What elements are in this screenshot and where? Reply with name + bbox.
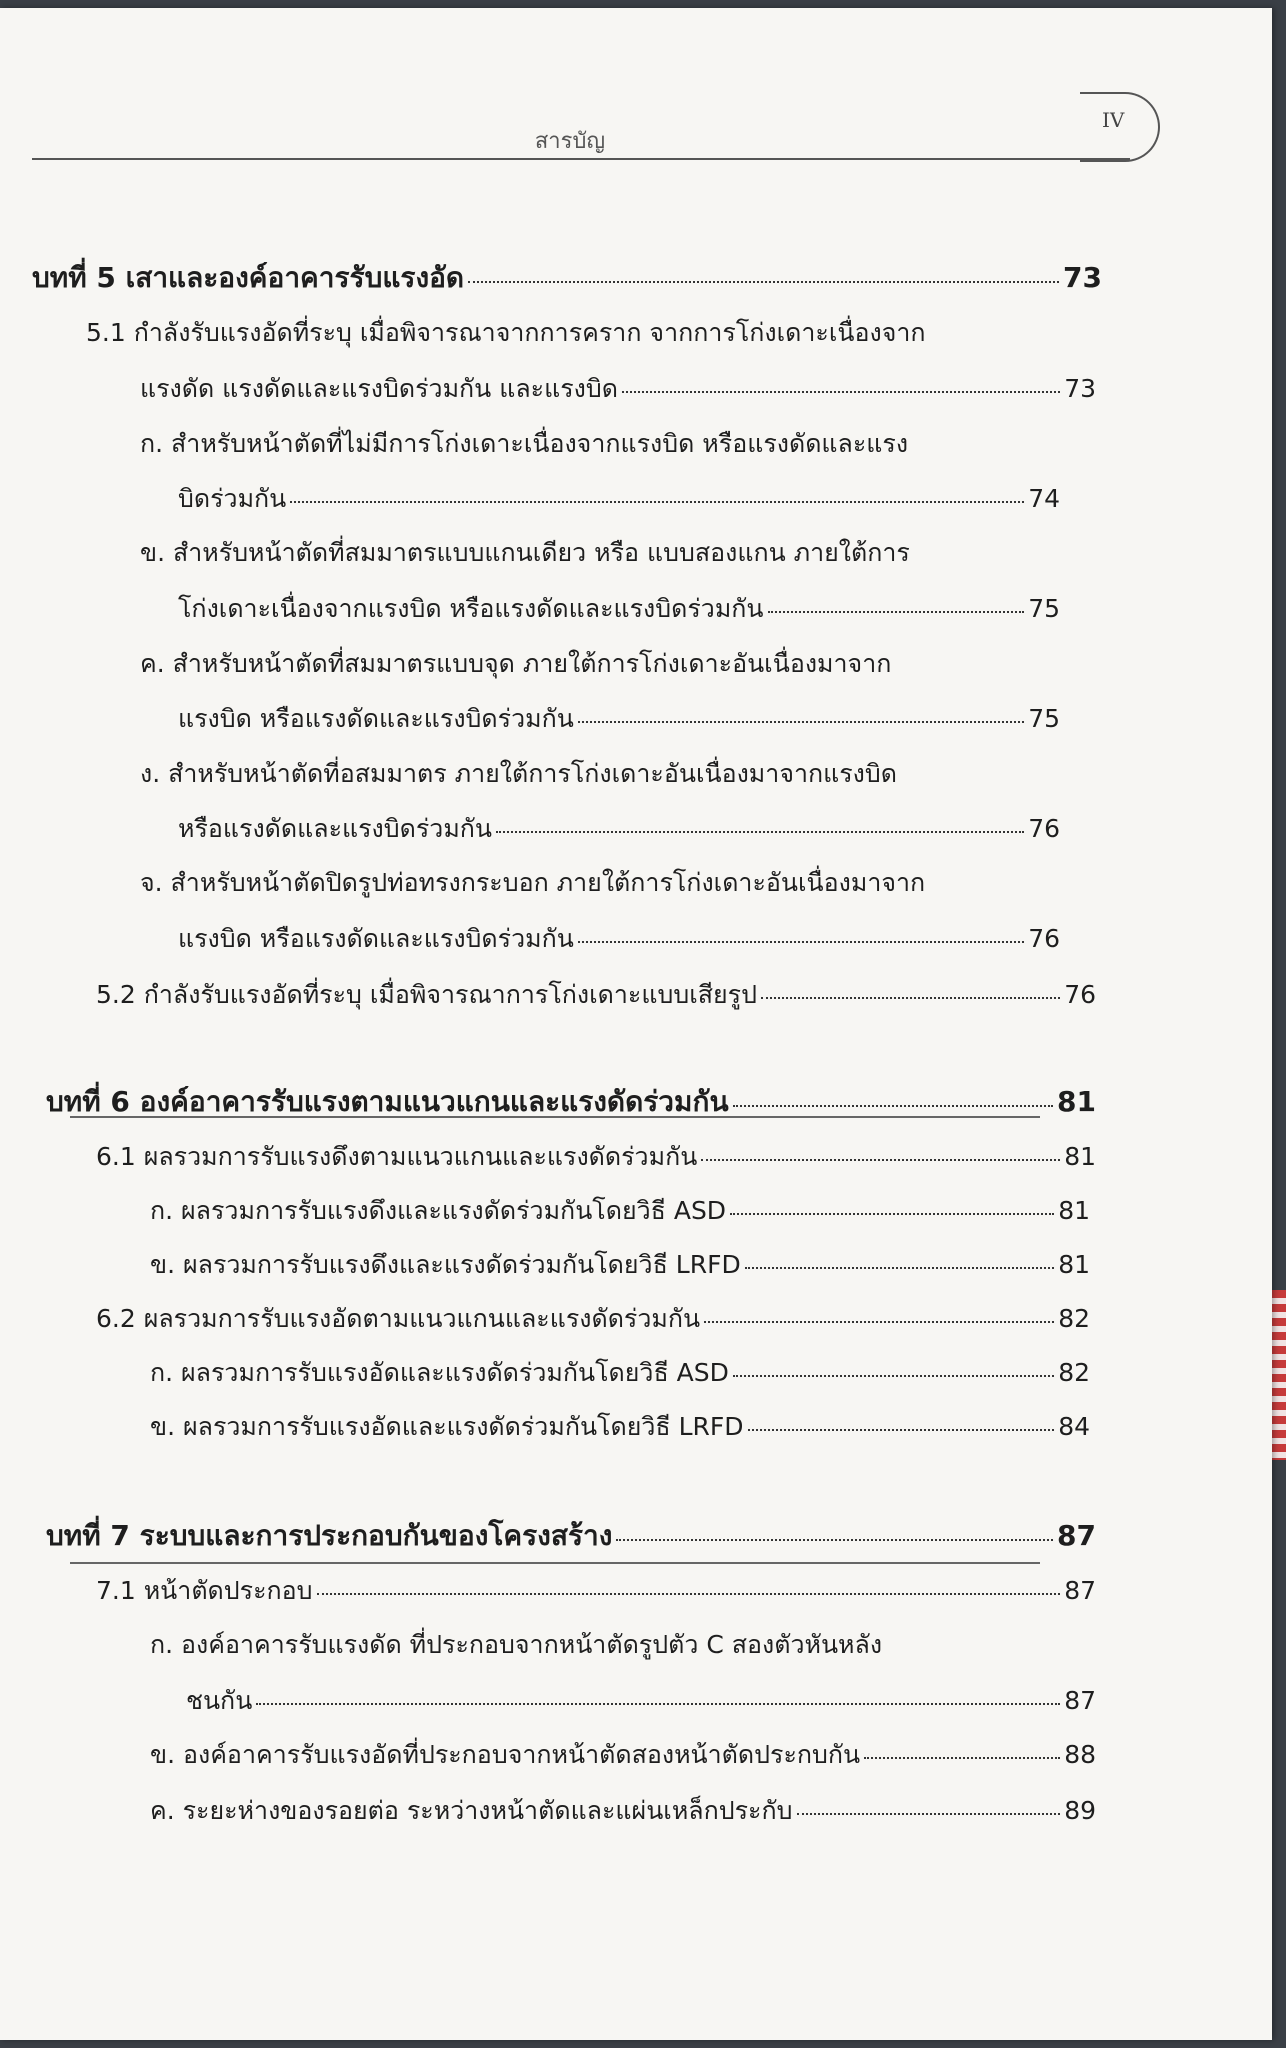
toc-entry-page: 81 — [1058, 1250, 1090, 1279]
toc-entry-page: 87 — [1064, 1686, 1096, 1715]
toc-entry — [96, 1144, 1096, 1169]
dot-leader — [496, 831, 1024, 833]
toc-entry-page: 82 — [1058, 1358, 1090, 1387]
toc-entry — [150, 1252, 1090, 1277]
toc-entry — [178, 706, 1060, 731]
toc-entry — [186, 1688, 1096, 1713]
toc-entry — [150, 1198, 1090, 1223]
toc-entry — [140, 431, 908, 456]
dot-leader — [733, 1375, 1054, 1377]
toc-entry-label: ข. ผลรวมการรับแรงดึงและแรงดัดร่วมกันโดยวิธี LRFD — [150, 1250, 741, 1279]
chapter-heading — [46, 1085, 1096, 1118]
toc-entry — [150, 1632, 882, 1657]
dot-leader — [468, 281, 1059, 283]
dot-leader — [290, 501, 1024, 503]
toc-entry — [140, 761, 897, 786]
chapter-heading-page: 81 — [1057, 1085, 1096, 1118]
toc-entry-page: 76 — [1028, 814, 1060, 843]
dot-leader — [768, 611, 1025, 613]
chapter-heading-page: 87 — [1057, 1519, 1096, 1552]
toc-entry-label: แรงบิด หรือแรงดัดและแรงบิดร่วมกัน — [178, 924, 574, 953]
toc-entry — [150, 1414, 1090, 1439]
toc-entry-label: หรือแรงดัดและแรงบิดร่วมกัน — [178, 814, 493, 843]
background-book-edge — [1270, 1290, 1286, 1460]
toc-entry-page: 88 — [1064, 1740, 1096, 1769]
chapter-heading — [32, 261, 1102, 294]
dot-leader — [748, 1429, 1055, 1431]
toc-entry — [150, 1360, 1090, 1385]
dot-leader — [578, 721, 1024, 723]
toc-entry — [140, 540, 910, 565]
dot-leader — [745, 1267, 1054, 1269]
toc-entry — [150, 1798, 1096, 1823]
toc-entry-page: 81 — [1064, 1142, 1096, 1171]
toc-entry-page: 73 — [1064, 374, 1096, 403]
dot-leader — [864, 1757, 1060, 1759]
toc-entry-label: แรงดัด แรงดัดและแรงบิดร่วมกัน และแรงบิด — [140, 374, 618, 403]
toc-entry-page: 76 — [1064, 980, 1096, 1009]
toc-entry — [86, 320, 926, 345]
toc-entry-label: ค. สำหรับหน้าตัดที่สมมาตรแบบจุด ภายใต้การโก่งเดาะอันเนื่องมาจาก — [140, 649, 892, 678]
dot-leader — [730, 1213, 1054, 1215]
toc-entry — [178, 486, 1060, 511]
toc-entry-label: บิดร่วมกัน — [178, 484, 287, 513]
toc-entry-label: ก. ผลรวมการรับแรงดึงและแรงดัดร่วมกันโดยวิธี ASD — [150, 1196, 727, 1225]
dot-leader — [622, 391, 1060, 393]
running-title: สารบัญ — [534, 129, 606, 154]
dot-leader — [616, 1539, 1053, 1541]
dot-leader — [578, 941, 1024, 943]
toc-entry — [178, 926, 1060, 951]
toc-entry — [178, 816, 1060, 841]
toc-entry-label: ค. ระยะห่างของรอยต่อ ระหว่างหน้าตัดและแผ่นเหล็กประกับ — [150, 1796, 793, 1825]
toc-entry-label: ก. สำหรับหน้าตัดที่ไม่มีการโก่งเดาะเนื่องจากแรงบิด หรือแรงดัดและแรง — [140, 429, 909, 458]
toc-entry-page: 74 — [1028, 484, 1060, 513]
chapter-heading — [46, 1519, 1096, 1552]
toc-entry-page: 84 — [1058, 1412, 1090, 1441]
toc-entry-label: 6.2 ผลรวมการรับแรงอัดตามแนวแกนและแรงดัดร่วมกัน — [96, 1304, 701, 1333]
dot-leader — [733, 1105, 1053, 1107]
chapter-heading-label: บทที่ 6 องค์อาคารรับแรงตามแนวแกนและแรงดัดร่วมกัน — [46, 1085, 729, 1118]
chapter-heading-label: บทที่ 7 ระบบและการประกอบกันของโครงสร้าง — [46, 1519, 613, 1552]
toc-entry — [140, 376, 1096, 401]
table-of-contents — [0, 8, 1272, 2040]
dot-leader — [256, 1703, 1060, 1705]
chapter-heading-page: 73 — [1063, 261, 1102, 294]
toc-entry-page: 81 — [1058, 1196, 1090, 1225]
toc-entry — [140, 870, 925, 895]
toc-entry-label: ข. องค์อาคารรับแรงอัดที่ประกอบจากหน้าตัดสองหน้าตัดประกบกัน — [150, 1740, 861, 1769]
toc-entry-label: โก่งเดาะเนื่องจากแรงบิด หรือแรงดัดและแรงบิดร่วมกัน — [178, 594, 764, 623]
toc-entry — [96, 982, 1096, 1007]
toc-entry-label: ง. สำหรับหน้าตัดที่อสมมาตร ภายใต้การโก่งเดาะอันเนื่องมาจากแรงบิด — [140, 759, 897, 788]
toc-entry-label: ก. องค์อาคารรับแรงดัด ที่ประกอบจากหน้าตัดรูปตัว C สองตัวหันหลัง — [150, 1630, 883, 1659]
toc-entry-page: 82 — [1058, 1304, 1090, 1333]
toc-entry — [178, 596, 1060, 621]
toc-entry — [96, 1306, 1090, 1331]
dot-leader — [761, 997, 1060, 999]
toc-entry-label: ก. ผลรวมการรับแรงอัดและแรงดัดร่วมกันโดยวิธี ASD — [150, 1358, 729, 1387]
toc-entry-label: 5.2 กำลังรับแรงอัดที่ระบุ เมื่อพิจารณาการโก่งเดาะแบบเสียรูป — [96, 980, 757, 1009]
book-page — [0, 8, 1272, 2040]
toc-entry-label: จ. สำหรับหน้าตัดปิดรูปท่อทรงกระบอก ภายใต้การโก่งเดาะอันเนื่องมาจาก — [140, 868, 926, 897]
page-number: IV — [1102, 108, 1125, 132]
dot-leader — [704, 1321, 1054, 1323]
toc-entry-page: 76 — [1028, 924, 1060, 953]
toc-entry — [140, 651, 891, 676]
toc-entry-page: 75 — [1028, 594, 1060, 623]
dot-leader — [797, 1813, 1061, 1815]
toc-entry-label: ชนกัน — [186, 1686, 253, 1715]
toc-entry — [96, 1578, 1096, 1603]
toc-entry-label: 6.1 ผลรวมการรับแรงดึงตามแนวแกนและแรงดัดร่วมกัน — [96, 1142, 698, 1171]
dot-leader — [701, 1159, 1060, 1161]
toc-entry-page: 75 — [1028, 704, 1060, 733]
toc-entry-label: ข. ผลรวมการรับแรงอัดและแรงดัดร่วมกันโดยวิธี LRFD — [150, 1412, 744, 1441]
dot-leader — [317, 1593, 1061, 1595]
chapter-rule — [70, 1562, 1040, 1564]
toc-entry — [150, 1742, 1096, 1767]
chapter-heading-label: บทที่ 5 เสาและองค์อาคารรับแรงอัด — [32, 261, 465, 294]
toc-entry-label: 5.1 กำลังรับแรงอัดที่ระบุ เมื่อพิจารณาจากการคราก จากการโก่งเดาะเนื่องจาก — [86, 318, 926, 347]
toc-entry-label: ข. สำหรับหน้าตัดที่สมมาตรแบบแกนเดียว หรือ แบบสองแกน ภายใต้การ — [140, 538, 910, 567]
toc-entry-page: 89 — [1064, 1796, 1096, 1825]
toc-entry-label: 7.1 หน้าตัดประกอบ — [96, 1576, 313, 1605]
toc-entry-label: แรงบิด หรือแรงดัดและแรงบิดร่วมกัน — [178, 704, 574, 733]
toc-entry-page: 87 — [1064, 1576, 1096, 1605]
